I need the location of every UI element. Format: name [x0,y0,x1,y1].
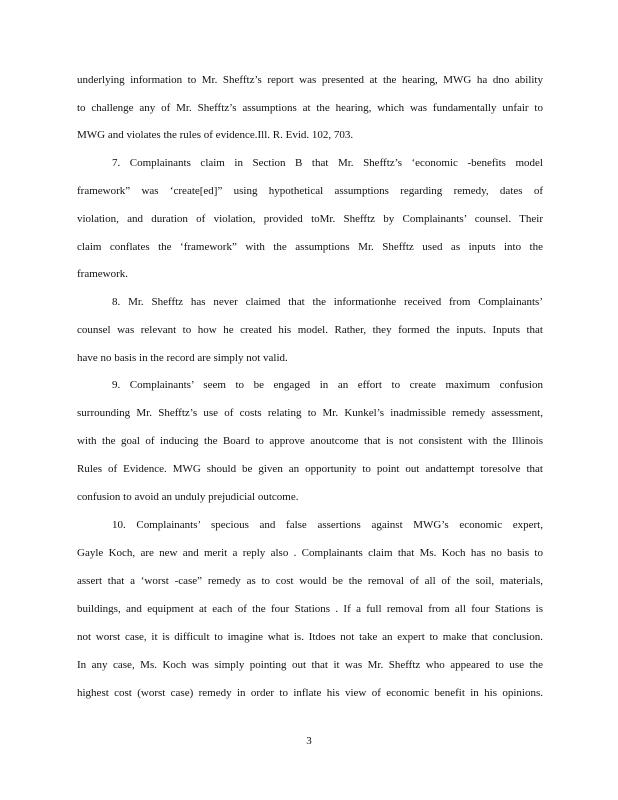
paragraph-8-first-line: 8. Mr. Shefftz has never claimed that the informationhe received from Complainants’ [112,296,543,308]
text-line: assert that a ‘worst -case” remedy as to cost would be the removal of all of the soil, materials, [77,575,543,587]
paragraph-9-first-line: 9. Complainants’ seem to be engaged in an effort to create maximum confusion [112,379,543,391]
page-number: 3 [306,735,312,747]
text-line: In any case, Ms. Koch was simply pointing out that it was Mr. Shefftz who appeared to use the [77,659,543,671]
text-line: claim conflates the ‘framework” with the assumptions Mr. Shefftz used as inputs into the [77,241,543,253]
text-line: underlying information to Mr. Shefftz’s report was presented at the hearing, MWG ha dno ability [77,74,543,86]
text-line: MWG and violates the rules of evidence.Ill. R. Evid. 102, 703. [77,129,354,141]
text-line: Gayle Koch, are new and merit a reply also . Complainants claim that Ms. Koch has no basis to [77,547,543,559]
text-line: buildings, and equipment at each of the four Stations . If a full removal from all four Stations is [77,603,543,615]
text-line: to challenge any of Mr. Shefftz’s assumptions at the hearing, which was fundamentally unfair to [77,102,543,114]
text-line: highest cost (worst case) remedy in order to inflate his view of economic benefit in his opinions. [77,687,543,699]
text-line: surrounding Mr. Shefftz’s use of costs relating to Mr. Kunkel’s inadmissible remedy assessment, [77,407,543,419]
text-line: framework. [77,268,129,280]
paragraph-7-first-line: 7. Complainants claim in Section B that Mr. Shefftz’s ‘economic -benefits model [112,157,543,169]
text-line: framework” was ‘create[ed]” using hypothetical assumptions regarding remedy, dates of [77,185,543,197]
text-line: confusion to avoid an unduly prejudicial outcome. [77,491,299,503]
text-line: with the goal of inducing the Board to approve anoutcome that is not consistent with the Illinois [77,435,543,447]
text-line: Rules of Evidence. MWG should be given an opportunity to point out andattempt toresolve that [77,463,543,475]
paragraph-10-first-line: 10. Complainants’ specious and false assertions against MWG’s economic expert, [112,519,543,531]
text-line: violation, and duration of violation, provided toMr. Shefftz by Complainants’ counsel. Their [77,213,543,225]
text-line: have no basis in the record are simply not valid. [77,352,288,364]
text-line: not worst case, it is difficult to imagine what is. Itdoes not take an expert to make that conclusion. [77,631,543,643]
text-line: counsel was relevant to how he created his model. Rather, they formed the inputs. Inputs that [77,324,543,336]
